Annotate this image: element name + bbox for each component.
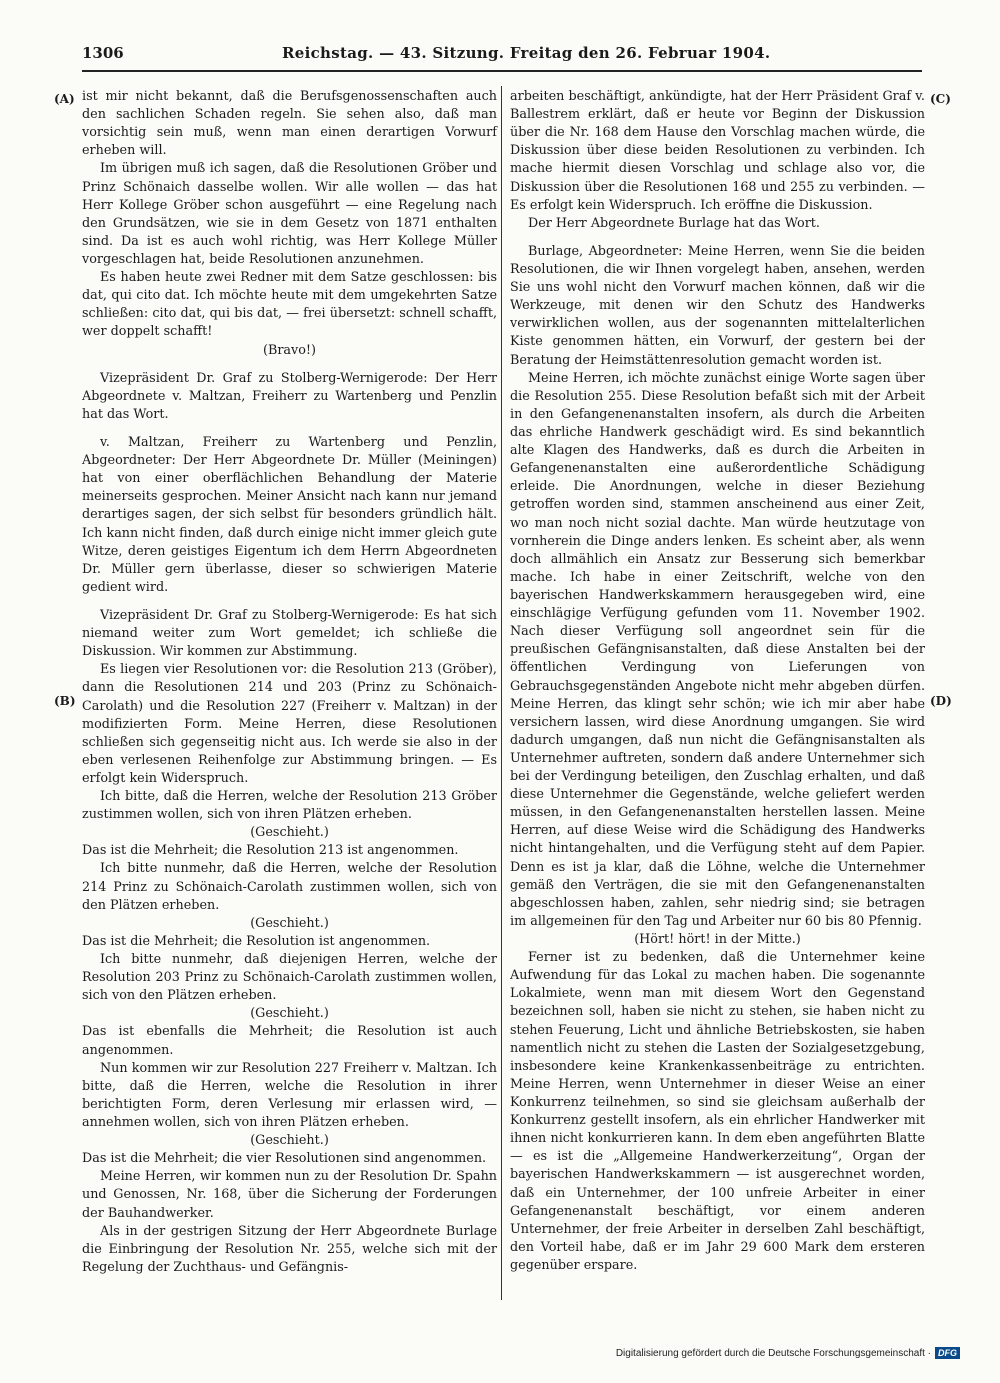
paragraph: Das ist die Mehrheit; die Resolution 213 ist angenommen. [82,843,459,859]
paragraph: Ich bitte, daß die Herren, welche der Resolution 213 Gröber zustimmen wollen, sich von ihren Plätzen erheben. [82,789,497,823]
speaker-paragraph: v. Maltzan, Freiherr zu Wartenberg und Penzlin, Abgeordneter: Der Herr Abgeordnete Dr. Müller (Meiningen) hat von einer oberflächlichen Behandlung der Materie meinerseits gesprochen. Meiner Ansicht nach kann nur jemand derartiges sagen, der sich selbst für besonders gründlich hält. Ich kann nicht finden, daß durch einige nicht immer gleich gute Witze, deren geistiges Eigentum ich dem Herrn Abgeordneten Dr. Müller gern überlasse, dieser so schwierigen Materie gedient wird. [82,434,497,595]
margin-marker-d: (D) [930,694,952,708]
paragraph: Als in der gestrigen Sitzung der Herr Abgeordnete Burlage die Einbringung der Resolution Nr. 255, welche sich mit der Regelung der Zuchthaus- und Gefängnis- [82,1223,497,1275]
interjection: (Geschieht.) [250,1006,329,1022]
paragraph: ist mir nicht bekannt, daß die Berufsgenossenschaften auch den sachlichen Schaden regeln. Sie sehen also, daß man vorsichtig sein muß, wenn man einen derartigen Vorwurf erheben will. [82,89,497,159]
paragraph: Meine Herren, wir kommen nun zu der Resolution Dr. Spahn und Genossen, Nr. 168, über die Sicherung der Forderungen der Bauhandwerker. [82,1169,497,1221]
interjection: (Geschieht.) [250,915,329,931]
paragraph: Ferner ist zu bedenken, daß die Unternehmer keine Aufwendung für das Lokal zu machen haben. Die sogenannte Lokalmiete, wenn man mit diesem Wort den Gegenstand bezeichnen soll, haben sie nicht zu stehen, sie haben nicht zu stehen Feuerung, Licht und ähnliche Betriebskosten, sie haben namentlich nicht zu stehen die Lasten der Sozialgesetzgebung, insbesondere keine Krankenkassenbeiträge zu entrichten. Meine Herren, wenn Unternehmer in dieser Weise an einer Konkurrenz teilnehmen, so sind sie gleichsam außerhalb der Konkurrenz gestellt insofern, als ein ehrlicher Handwerker mit ihnen nicht konkurrieren kann. In dem eben angeführten Blatte — es ist die „Allgemeine Handwerkerzeitung“, Organ der bayerischen Handwerkskammern — ist ausgerechnet worden, daß ein Unternehmer, der 100 unfreie Arbeiter in einer Gefangenenanstalt beschäftigt, vor einem anderen Unternehmer, der freie Arbeiter in derselben Zahl beschäftigt, den Vorteil habe, daß er im Jahr 29 600 Mark dem ersteren gegenüber erspare. [510,950,925,1273]
speaker-paragraph: Burlage, Abgeordneter: Meine Herren, wenn Sie die beiden Resolutionen, die wir Ihnen vorgelegt haben, ansehen, werden Sie uns wohl nicht den Vorwurf machen können, daß wir die Werkzeuge, mit denen wir den Schutz des Handwerks verwirklichen wollen, aus der sogenannten mittelalterlichen Kiste genommen hätten, ein Vorwurf, der gestern bei der Beratung der Heimstättenresolution gemacht worden ist. [510,243,925,368]
interjection: (Bravo!) [262,342,317,358]
speaker-paragraph: Vizepräsident Dr. Graf zu Stolberg-Wernigerode: Es hat sich niemand weiter zum Wort gemeldet; ich schließe die Diskussion. Wir kommen zur Abstimmung. [82,607,497,660]
interjection: (Geschieht.) [250,825,329,841]
dfg-logo: DFG [935,1347,960,1359]
paragraph: Ich bitte nunmehr, daß diejenigen Herren, welche der Resolution 203 Prinz zu Schönaich-Carolath zustimmen wollen, sich von den Plätzen erheben. [82,952,497,1004]
page-number: 1306 [82,44,124,62]
paragraph: Der Herr Abgeordnete Burlage hat das Wort. [528,215,820,231]
page-header [82,40,922,72]
paragraph: Das ist ebenfalls die Mehrheit; die Resolution ist auch angenommen. [82,1024,497,1058]
paragraph: Nun kommen wir zur Resolution 227 Freiherr v. Maltzan. Ich bitte, daß die Herren, welche die Resolution in ihrer berichtigten Form, deren Verlesung mir erlassen wird, — annehmen wollen, sich von ihren Plätzen erheben. [82,1060,497,1131]
paragraph: Das ist die Mehrheit; die Resolution ist angenommen. [82,933,431,949]
speaker-paragraph: Vizepräsident Dr. Graf zu Stolberg-Wernigerode: Der Herr Abgeordnete v. Maltzan, Freiherr zu Wartenberg und Penzlin hat das Wort. [82,370,497,422]
footer [616,1347,960,1359]
column-divider [501,86,502,1300]
footer-text: Digitalisierung gefördert durch die Deutsche Forschungsgemeinschaft · [615,1347,931,1359]
margin-marker-c: (C) [930,92,951,106]
paragraph: Es haben heute zwei Redner mit dem Satze geschlossen: bis dat, qui cito dat. Ich möchte heute mit dem umgekehrten Satze schließen: cito dat, qui bis dat, — frei übersetzt: schnell schafft, wer doppelt schafft! [82,270,497,340]
interjection: (Geschieht.) [250,1133,329,1149]
paragraph: Das ist die Mehrheit; die vier Resolutionen sind angenommen. [82,1151,487,1167]
right-column [510,88,925,1275]
paragraph: Im übrigen muß ich sagen, daß die Resolutionen Gröber und Prinz Schönaich dasselbe wollen. Wir alle wollen — das hat Herr Kollege Gröber schon ausgeführt — eine Regelung nach den Grundsätzen, wie sie in dem Gesetz von 1871 enthalten sind. Da ist es auch wohl richtig, was Herr Kollege Müller vorgeschlagen hat, beide Resolutionen anzunehmen. [82,161,497,267]
paragraph: arbeiten beschäftigt, ankündigte, hat der Herr Präsident Graf v. Ballestrem erklärt, daß er heute vor Beginn der Diskussion über die Nr. 168 dem Hause den Vorschlag machen würde, die Diskussion über diese beiden Resolutionen zu verbinden. Ich mache hiermit diesen Vorschlag und schlage also vor, die Diskussion über die Resolutionen 168 und 255 zu verbinden. — Es erfolgt kein Widerspruch. Ich eröffne die Diskussion. [510,89,925,213]
paragraph: Es liegen vier Resolutionen vor: die Resolution 213 (Gröber), dann die Resolutionen 214 und 203 (Prinz zu Schönaich-Carolath) und die Resolution 227 (Freiherr v. Maltzan) in der modifizierten Form. Meine Herren, diese Resolutionen schließen sich gegenseitig nicht aus. Ich werde sie also in der eben verlesenen Reihenfolge zur Abstimmung bringen. — Es erfolgt kein Widerspruch. [82,662,497,786]
margin-marker-b: (B) [54,694,76,708]
left-column [82,88,497,1277]
paragraph: Ich bitte nunmehr, daß die Herren, welche der Resolution 214 Prinz zu Schönaich-Carolath zustimmen wollen, sich von den Plätzen erheben. [82,861,497,913]
running-title: Reichstag. — 43. Sitzung. Freitag den 26. Februar 1904. [282,44,771,62]
interjection: (Hört! hört! in der Mitte.) [634,932,801,948]
paragraph: Meine Herren, ich möchte zunächst einige Worte sagen über die Resolution 255. Diese Resolution befaßt sich mit der Arbeit in den Gefangenenanstalten insofern, als durch die Arbeiten das ehrliche Handwerk geschädigt wird. Es sind bekanntlich alte Klagen des Handwerks, daß es durch die Arbeiten in Gefangenenanstalten eine außerordentliche Schädigung erleide. Die Anordnungen, welche in dieser Beziehung getroffen worden sind, stammen anscheinend aus einer Zeit, wo man noch nicht sozial dachte. Man würde heutzutage von vornherein die Dinge anders lenken. Es scheint aber, als wenn doch allmählich ein Ansatz zur Besserung sich bemerkbar mache. Ich habe in einer Zeitschrift, welche von den bayerischen Handwerkskammern herausgegeben wird, eine einschlägige Verfügung gefunden vom 11. November 1902. Nach dieser Verfügung soll angeordnet sein für die preußischen Gefängnisanstalten, daß diese Anstalten bei der öffentlichen Verdingung von Lieferungen von Gebrauchsgegenständen Angebote nicht mehr abgeben dürfen. Meine Herren, das klingt sehr schön; wie ich mir aber habe versichern lassen, wird diese Anordnung umgangen. Sie wird dadurch umgangen, daß nun nicht die Gefängnisanstalten als Unternehmer auftreten, sondern daß andere Unternehmer sich bei der Verdingung beteiligen, den Zuschlag erhalten, und daß diese Unternehmer die Gegenstände, welche geliefert werden müssen, in den Gefangenenanstalten herstellen lassen. Meine Herren, auf diese Weise wird die Schädigung des Handwerks nicht hintangehalten, und die Verfügung steht auf dem Papier. Denn es ist ja klar, daß die Löhne, welche die Unternehmer gemäß den Verträgen, die sie mit den Gefangenenanstalten abgeschlossen haben, zahlen, sehr niedrig sind; sie betragen im allgemeinen für den Tag und Arbeiter nur 60 bis 80 Pfennig. [510,370,925,929]
margin-marker-a: (A) [54,92,75,106]
